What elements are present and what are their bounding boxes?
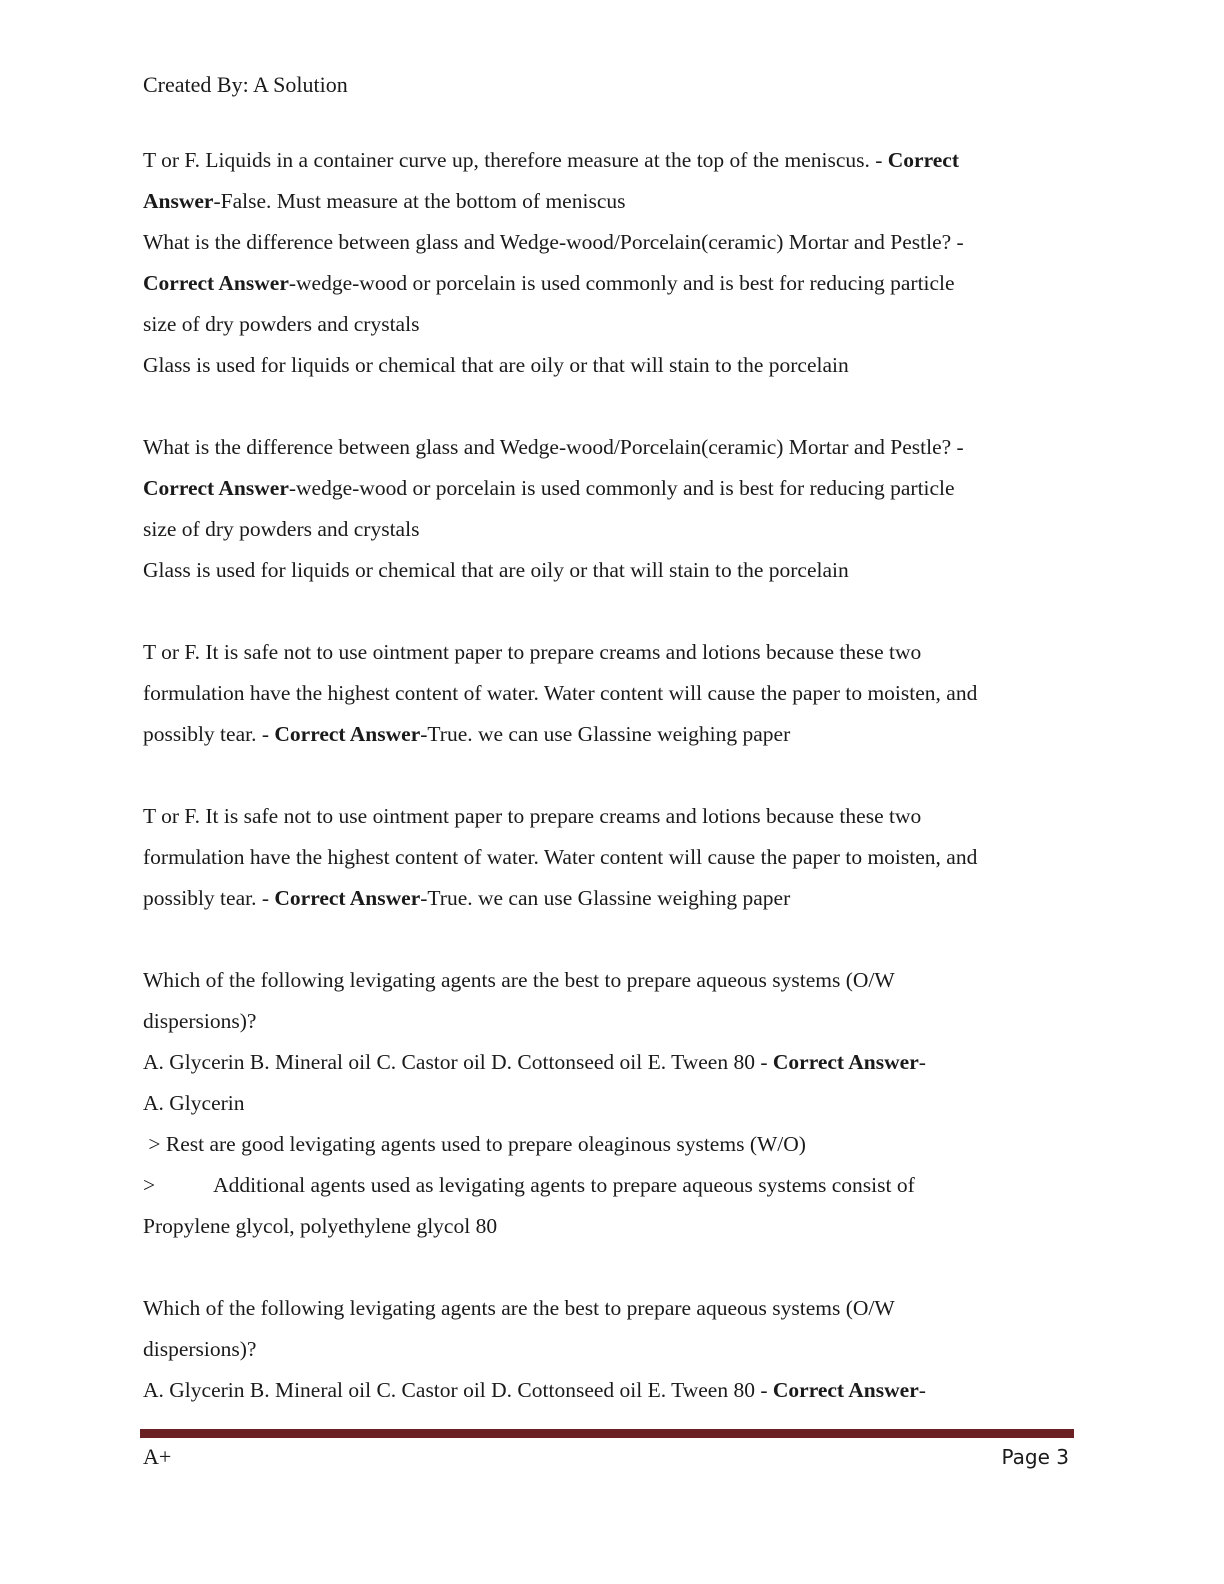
page-header: Created By: A Solution [143, 72, 348, 97]
text-line: size of dry powders and crystals [143, 517, 420, 541]
text-line: What is the difference between glass and Wedge-wood/Porcelain(ceramic) Mortar and Pestle? - [143, 230, 964, 254]
text-line: T or F. It is safe not to use ointment paper to prepare creams and lotions because these two [143, 640, 922, 664]
text-line: Which of the following levigating agents are the best to prepare aqueous systems (O/W [143, 968, 895, 992]
text-line: formulation have the highest content of water. Water content will cause the paper to moisten, and [143, 845, 978, 869]
text-line: T or F. Liquids in a container curve up, therefore measure at the top of the meniscus. - Correct [143, 148, 959, 172]
footer-grade: A+ [143, 1444, 172, 1469]
text-line: size of dry powders and crystals [143, 312, 420, 336]
text-line: > Rest are good levigating agents used to prepare oleaginous systems (W/O) [143, 1132, 806, 1156]
text-line: Glass is used for liquids or chemical that are oily or that will stain to the porcelain [143, 558, 849, 582]
text-line: possibly tear. - Correct Answer-True. we can use Glassine weighing paper [143, 722, 791, 746]
text-line: > Additional agents used as levigating agents to prepare aqueous systems consist of [143, 1173, 915, 1197]
text-line: A. Glycerin B. Mineral oil C. Castor oil D. Cottonseed oil E. Tween 80 - Correct Answer- [143, 1378, 926, 1402]
document-body [143, 140, 1083, 1411]
text-line: T or F. It is safe not to use ointment paper to prepare creams and lotions because these two [143, 804, 922, 828]
text-line: Glass is used for liquids or chemical that are oily or that will stain to the porcelain [143, 353, 849, 377]
text-line: Which of the following levigating agents are the best to prepare aqueous systems (O/W [143, 1296, 895, 1320]
text-line: Correct Answer-wedge-wood or porcelain is used commonly and is best for reducing particle [143, 476, 955, 500]
text-line: Correct Answer-wedge-wood or porcelain is used commonly and is best for reducing particle [143, 271, 955, 295]
footer-rule [140, 1429, 1074, 1438]
text-line: possibly tear. - Correct Answer-True. we can use Glassine weighing paper [143, 886, 791, 910]
text-line: A. Glycerin B. Mineral oil C. Castor oil D. Cottonseed oil E. Tween 80 - Correct Answer- [143, 1050, 926, 1074]
text-line: formulation have the highest content of water. Water content will cause the paper to moisten, and [143, 681, 978, 705]
text-line: What is the difference between glass and Wedge-wood/Porcelain(ceramic) Mortar and Pestle? - [143, 435, 964, 459]
text-line: Answer-False. Must measure at the bottom of meniscus [143, 189, 626, 213]
text-line: dispersions)? [143, 1337, 257, 1361]
text-line: A. Glycerin [143, 1091, 245, 1115]
page-number: Page 3 [1001, 1445, 1069, 1469]
text-line: dispersions)? [143, 1009, 257, 1033]
text-line: Propylene glycol, polyethylene glycol 80 [143, 1214, 498, 1238]
